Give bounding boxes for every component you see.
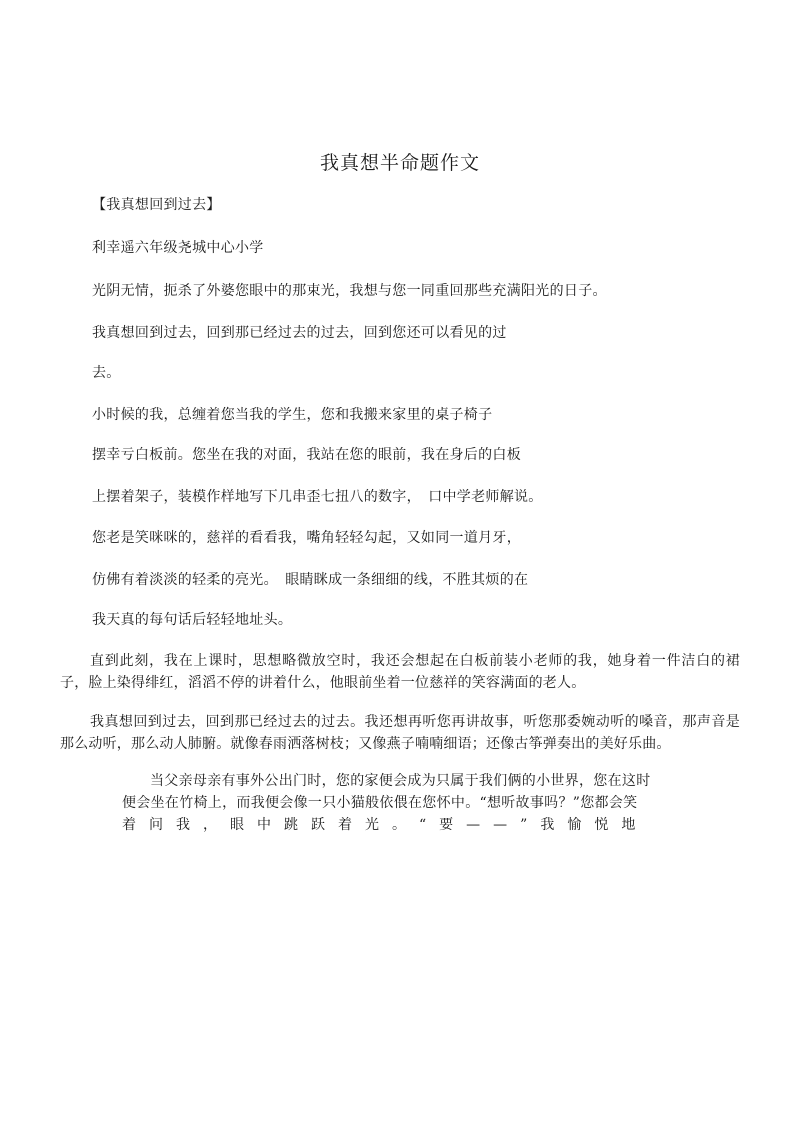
- text-line: 仿佛有着淡淡的轻柔的亮光。 眼睛眯成一条细细的线，不胜其烦的在: [92, 572, 529, 588]
- text-line: 上摆着架子，装模作样地写下几串歪七扭八的数字， 口中学老师解说。: [92, 489, 543, 505]
- text-line: 您老是笑咪咪的，慈祥的看看我，嘴角轻轻勾起，又如同一道月牙，: [92, 530, 521, 546]
- paragraph: 我真想回到过去，回到那已经过去的过去。我还想再听您再讲故事，听您那委婉动听的嗓音，那声音是那么动听，那么动人肺腑。就像春雨洒落树枝；又像燕子喃喃细语；还像古筝弹奏出的美好乐曲。: [60, 714, 740, 752]
- text-line: 我天真的每句话后轻轻地址头。: [92, 612, 293, 628]
- final-line-1: 当父亲母亲有事外公出门时，您的家便会成为只属于我们俩的小世界，您在这时: [150, 773, 651, 789]
- paragraph: 直到此刻，我在上课时，思想略微放空时，我还会想起在白板前装小老师的我，她身着一件洁白的裙子，脸上染得绯红，滔滔不停的讲着什么，他眼前坐着一位慈祥的笑容满面的老人。: [60, 653, 740, 691]
- final-line-3: 着问我，眼中跳跃着光。“要——”我愉悦地: [122, 817, 649, 833]
- text-line: 摆幸亏白板前。您坐在我的对面，我站在您的眼前，我在身后的白板: [92, 447, 521, 463]
- final-line-2: 便会坐在竹椅上，而我便会像一只小猫般依偎在您怀中。“想听故事吗？”您都会笑: [122, 795, 638, 811]
- text-line: 我真想回到过去，回到那已经过去的过去，回到您还可以看见的过: [92, 325, 507, 341]
- page-title: 我真想半命题作文: [319, 152, 480, 174]
- final-paragraph: [122, 770, 682, 836]
- author-line: 利幸遥六年级尧城中心小学: [92, 240, 264, 256]
- text-line: 光阴无情，扼杀了外婆您眼中的那束光，我想与您一同重回那些充满阳光的日子。: [92, 283, 607, 299]
- text-line: 小时候的我，总缠着您当我的学生，您和我搬来家里的桌子椅子: [92, 407, 493, 423]
- text-line: 去。: [92, 365, 121, 381]
- section-heading: 【我真想回到过去】: [92, 197, 221, 213]
